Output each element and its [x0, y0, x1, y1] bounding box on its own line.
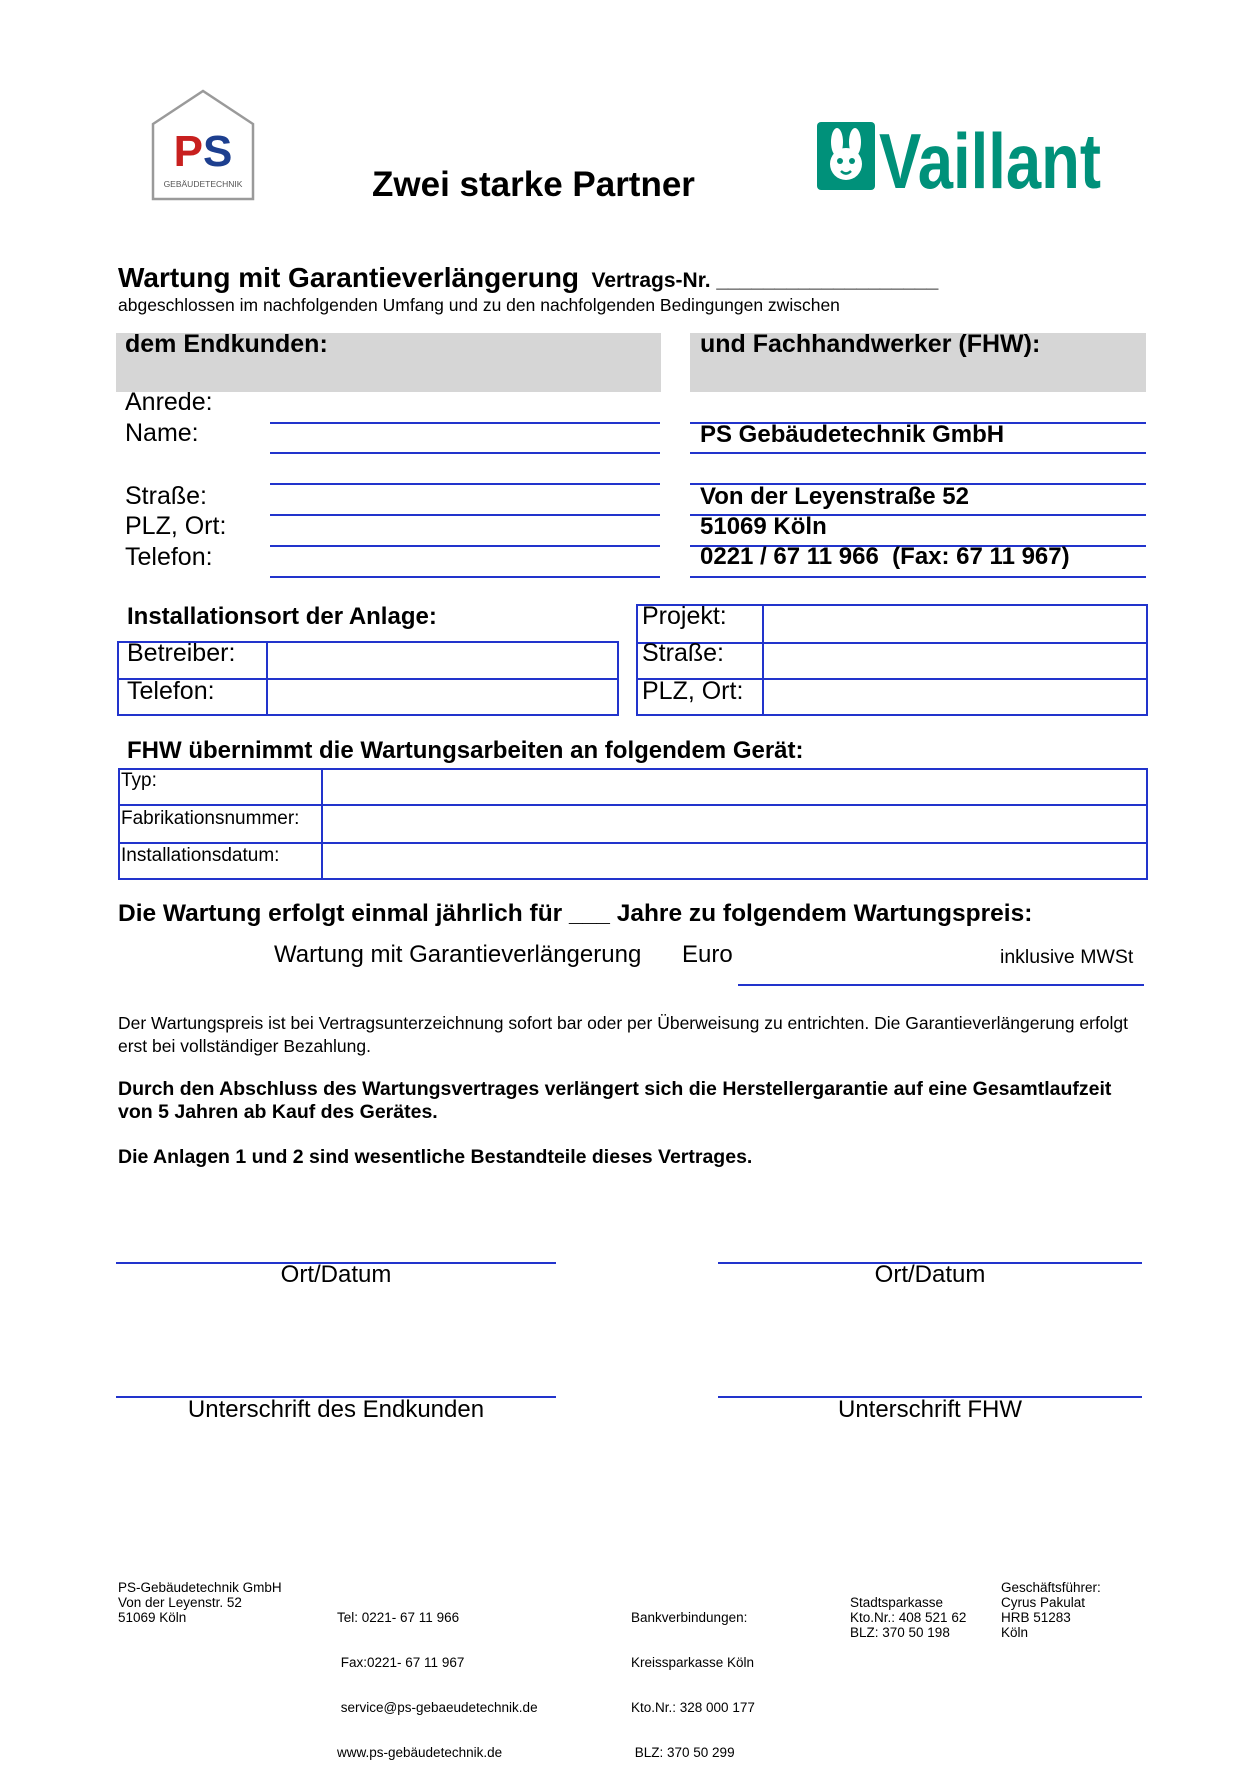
customer-place-date-label: Ort/Datum: [280, 1261, 392, 1288]
ps-logo-sub: GEBÄUDETECHNIK: [163, 179, 243, 189]
footer-management-heading: Geschäftsführer:: [1001, 1580, 1101, 1595]
footer-bank-2-name: Stadtsparkasse: [850, 1595, 944, 1610]
label-anrede: Anrede:: [125, 388, 213, 416]
betreiber-input[interactable]: [270, 643, 616, 676]
footer-contact: [337, 1580, 538, 1775]
customer-extra-line[interactable]: [270, 483, 660, 485]
footer-company-name: PS-Gebäudetechnik GmbH: [118, 1580, 282, 1595]
installation-heading: Installationsort der Anlage:: [127, 603, 437, 630]
footer-bank-2: [850, 1595, 966, 1640]
installation-plz-ort-input[interactable]: [766, 681, 1146, 714]
footer-company: [118, 1580, 282, 1625]
device-divider: [321, 768, 323, 880]
label-telefon: Telefon:: [125, 543, 213, 571]
label-installationsdatum: Installationsdatum:: [121, 845, 280, 866]
fhw-line-2: [690, 452, 1146, 454]
fhw-phone: 0221 / 67 11 966 (Fax: 67 11 967): [700, 543, 1070, 570]
form-subtitle: abgeschlossen im nachfolgenden Umfang und zu den nachfolgenden Bedingungen zwischen: [118, 295, 840, 315]
installation-telefon-input[interactable]: [270, 681, 616, 714]
label-installation-plz-ort: PLZ, Ort:: [642, 677, 744, 705]
fhw-heading: und Fachhandwerker (FHW):: [700, 330, 1041, 358]
footer-register: HRB 51283: [1001, 1610, 1071, 1625]
fabrikationsnummer-input[interactable]: [325, 807, 1145, 840]
footer-company-city: 51069 Köln: [118, 1610, 187, 1625]
footer-website[interactable]: www.ps-gebäudetechnik.de: [337, 1745, 503, 1760]
footer-bank-2-account: Kto.Nr.: 408 521 62: [850, 1610, 967, 1625]
fhw-signature-label: Unterschrift FHW: [837, 1396, 1022, 1423]
footer-bank-2-blz: BLZ: 370 50 198: [850, 1625, 950, 1640]
label-fabrikationsnummer: Fabrikationsnummer:: [121, 808, 300, 829]
footer-management: [1001, 1580, 1101, 1640]
footer-register-city: Köln: [1001, 1625, 1029, 1640]
footer-email[interactable]: service@ps-gebaeudetechnik.de: [337, 1700, 538, 1715]
label-projekt: Projekt:: [642, 602, 727, 630]
label-strasse: Straße:: [125, 482, 207, 510]
form-title: Wartung mit Garantieverlängerung: [118, 262, 580, 293]
svg-text:PS: PS: [173, 127, 233, 176]
price-vat: inklusive MWSt: [1000, 946, 1134, 968]
vaillant-logo: [815, 117, 1105, 205]
price-item: Wartung mit Garantieverlängerung: [274, 941, 642, 968]
contract-number-label: Vertrags-Nr. ___________________: [591, 269, 939, 292]
terms-paragraph: Der Wartungspreis ist bei Vertragsunterzeichnung sofort bar oder per Überweisung zu entrichten. Die Garantieverlängerung erfolgt erst bei vollständiger Bezahlung.: [118, 1013, 1129, 1056]
fhw-street: Von der Leyenstraße 52: [700, 483, 969, 510]
footer-company-street: Von der Leyenstr. 52: [118, 1595, 242, 1610]
label-plz-ort: PLZ, Ort:: [125, 512, 227, 540]
fhw-place-date-label: Ort/Datum: [874, 1261, 986, 1288]
terms-attachments: Die Anlagen 1 und 2 sind wesentliche Bestandteile dieses Vertrages.: [118, 1146, 753, 1168]
footer-bank-1-account: Kto.Nr.: 328 000 177: [631, 1700, 755, 1715]
price-amount-input[interactable]: [738, 984, 1144, 986]
price-heading: Die Wartung erfolgt einmal jährlich für ___ Jahre zu folgendem Wartungspreis:: [118, 900, 1033, 927]
label-installation-strasse: Straße:: [642, 639, 724, 667]
device-heading: FHW übernimmt die Wartungsarbeiten an folgendem Gerät:: [127, 737, 804, 764]
installation-strasse-input[interactable]: [766, 645, 1146, 676]
customer-telefon-input[interactable]: [270, 576, 660, 578]
label-name: Name:: [125, 419, 199, 447]
installation-right-divider: [762, 604, 764, 716]
terms-guarantee: Durch den Abschluss des Wartungsvertrages verlängert sich die Herstellergarantie auf eine Gesamtlaufzeit von 5 Jahren ab Kauf des Gerätes.: [118, 1078, 1112, 1123]
vaillant-wordmark: Vaillant: [879, 117, 1102, 205]
installationsdatum-input[interactable]: [325, 845, 1145, 878]
typ-input[interactable]: [325, 770, 1145, 802]
ps-logo: [150, 88, 256, 202]
customer-name-input[interactable]: [270, 452, 660, 454]
device-row-divider-2: [118, 842, 1148, 844]
fhw-name: PS Gebäudetechnik GmbH: [700, 421, 1005, 448]
customer-signature-label: Unterschrift des Endkunden: [187, 1396, 485, 1423]
footer-bank-1-blz: BLZ: 370 50 299: [631, 1745, 735, 1760]
customer-plz-ort-input[interactable]: [270, 545, 660, 547]
projekt-input[interactable]: [766, 606, 1146, 640]
footer-bank-heading: Bankverbindungen:: [631, 1610, 748, 1625]
footer-managing-director: Cyrus Pakulat: [1001, 1595, 1086, 1610]
footer-bank-1: [631, 1580, 755, 1775]
customer-strasse-input[interactable]: [270, 514, 660, 516]
footer-bank-1-name: Kreissparkasse Köln: [631, 1655, 755, 1670]
customer-heading: dem Endkunden:: [125, 330, 328, 358]
fhw-line-6: [690, 576, 1146, 578]
device-row-divider-1: [118, 804, 1148, 806]
label-typ: Typ:: [121, 770, 157, 791]
label-installation-telefon: Telefon:: [127, 677, 215, 705]
fhw-city: 51069 Köln: [700, 513, 827, 540]
price-currency: Euro: [682, 941, 733, 968]
label-betreiber: Betreiber:: [127, 639, 236, 667]
footer-fax: Fax:0221- 67 11 967: [337, 1655, 465, 1670]
slogan: Zwei starke Partner: [372, 165, 695, 204]
customer-anrede-input[interactable]: [270, 422, 660, 424]
footer-tel: Tel: 0221- 67 11 966: [337, 1610, 460, 1625]
